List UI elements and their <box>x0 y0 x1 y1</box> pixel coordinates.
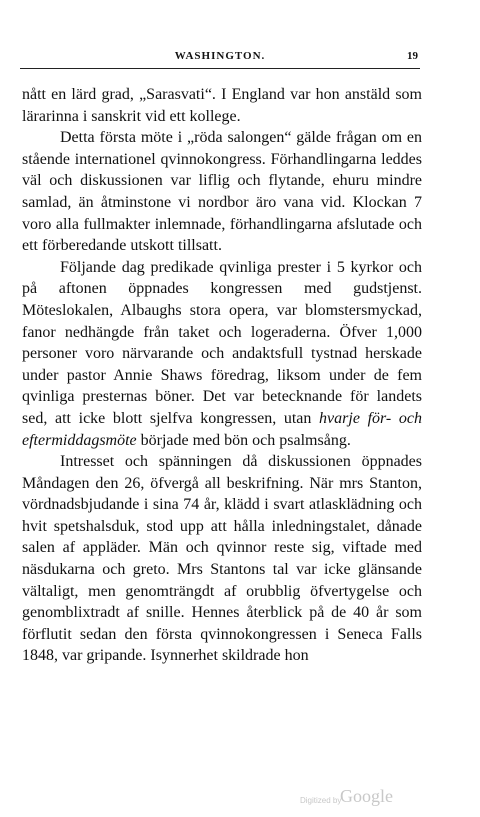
paragraph-1: nått en lärd grad, „Sarasvati“. I England var hon anstäld som lärarinna i sanskrit vid ett kollege. <box>22 86 422 125</box>
paragraph-3-italic: hvarje för- och eftermiddagsmöte <box>22 409 423 449</box>
paragraph-3 <box>22 257 422 451</box>
digitized-by-label: Digitized by <box>300 796 342 805</box>
paragraph-3-text-b: började med bön och psalmsång. <box>136 431 351 449</box>
paragraph-2: Detta första möte i „röda salongen“ gälde frågan om en stående internationel qvinnokongress. Förhandlingarna leddes väl och diskussionen var liflig och flytande, ehuru mindre samlad, än åtminstone vi nordbor äro vana vid. Klockan 7 voro alla fullmakter inlemnade, förhandlingarna afslutade och ett förberedande utskott tillsatt. <box>22 129 422 255</box>
running-title: WASHINGTON. <box>174 50 266 62</box>
running-header <box>20 48 420 69</box>
page-number: 19 <box>407 50 418 62</box>
body-text <box>22 84 422 667</box>
google-logo: Google <box>340 786 393 806</box>
digitized-watermark <box>300 788 460 808</box>
paragraph-3-text-a: Följande dag predikade qvinliga prester i 5 kyrkor och på aftonen öppnades kongressen med gudstjenst. Möteslokalen, Albaughs stora opera, var blomstersmyckad, fanor nedhängde från taket och logeraderna. Öfver 1,000 personer voro närvarande och andaktsfull tystnad herskade under pastor Annie Shaws föredrag, liksom under de fem qvinliga presternas böner. Det var betecknande för landets sed, att icke blott sjelfva kongressen, utan <box>22 258 422 427</box>
paragraph-4: Intresset och spänningen då diskussionen öppnades Måndagen den 26, öfvergå all beskrifning. När mrs Stanton, vördnadsbjudande i sina 74 år, klädd i svart atlasklädning och hvit spetshalsduk, stod upp att hålla inledningstalet, dånade salen af appläder. Män och qvinnor reste sig, viftade med näsdukarna och greto. Mrs Stantons tal var icke glänsande vältaligt, men genomträngdt af orubblig öfvertygelse och genomblixtradt af snille. Hennes återblick på de 40 år som förflutit sedan den första qvinnokongressen i Seneca Falls 1848, var gripande. Isynnerhet skildrade hon <box>22 453 422 665</box>
